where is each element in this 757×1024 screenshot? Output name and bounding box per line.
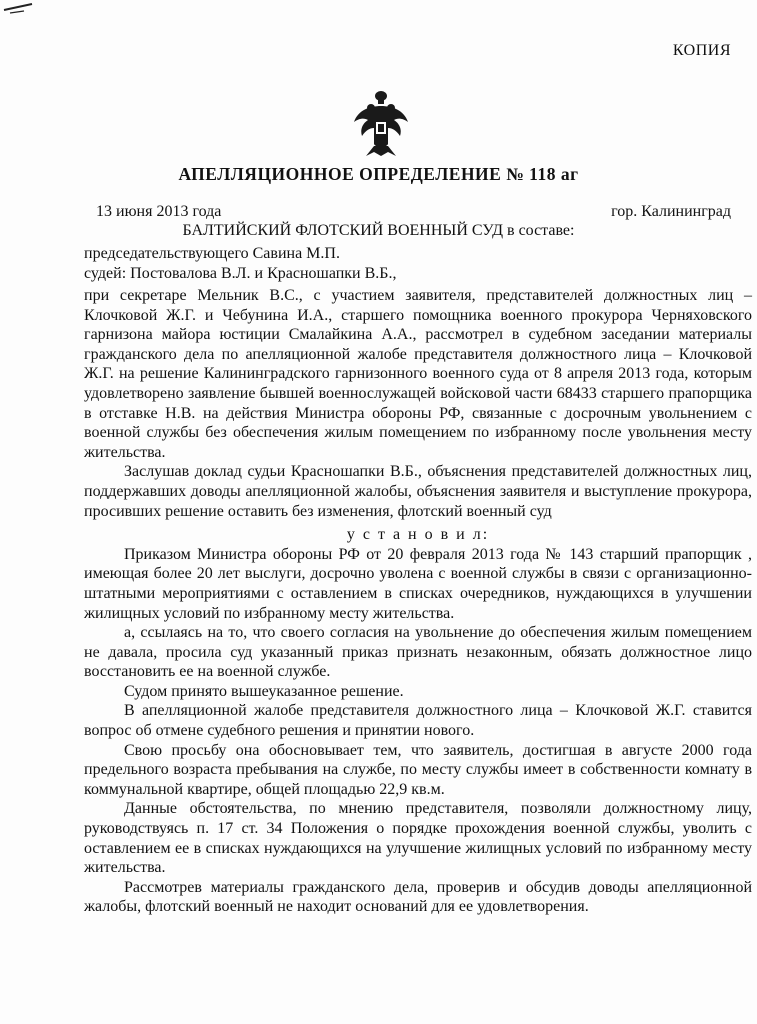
copy-stamp-label: КОПИЯ [672,42,731,59]
paragraph-conclusion: Рассмотрев материалы гражданского дела, проверив и обсудив доводы апелляционной жалобы, флотский военный не находит оснований для ее удовлетворения. [84,878,752,916]
document-title: АПЕЛЛЯЦИОННОЕ ОПРЕДЕЛЕНИЕ № 118 аг [178,164,579,184]
paragraph-decision: Судом принято вышеуказанное решение. [124,682,404,700]
paragraph-appeal: В апелляционной жалобе представителя должностного лица – Клочковой Ж.Г. ставится вопрос об отмене судебного решения и принятии нового. [84,702,752,740]
judges-line: судей: Постовалова В.Л. и Красношапки В.Б., [84,265,397,282]
court-composition-heading: БАЛТИЙСКИЙ ФЛОТСКИЙ ВОЕННЫЙ СУД в составе: [182,222,575,239]
paragraph-representative-opinion: Данные обстоятельства, по мнению представителя, позволяли должностному лицу, руководствуясь п. 17 ст. 34 Положения о порядке прохождения военной службы, уволить с оставлением ее в списках нуждающихся на улучшение жилищных условий по избранному месту жительства. [84,800,752,877]
double-headed-eagle-emblem [352,88,410,158]
established-heading: у с т а н о в и л: [346,526,490,544]
document-body [84,286,752,917]
paragraph-grounds: Свою просьбу она обосновывает тем, что заявитель, достигшая в августе 2000 года предельного возраста пребывания на службе, по месту службы имеет в собственности комнату в коммунальной квартире, общей площадью 22,9 кв.м. [84,741,752,798]
document-city: гор. Калининград [611,203,731,220]
document-date: 13 июня 2013 года [96,203,222,220]
paragraph-claim: а, ссылаясь на то, что своего согласия на увольнение до обеспечения жилым помещением не давала, просила суд указанный приказ признать незаконным, обязать должностное лицо восстановить ее на военной службе. [84,624,752,681]
presiding-judge-line: председательствующего Савина М.П. [84,245,340,262]
pen-mark [2,0,38,18]
paragraph-participants: при секретаре Мельник В.С., с участием заявителя, представителей должностных лиц – Клочковой Ж.Г. и Чебунина И.А., старшего помощника военного прокурора Черняховского гарнизона майора юстиции Смалайкина А.А., рассмотрел в судебном заседании материалы гражданского дела по апелляционной жалобе представителя должностного лица – Клочковой Ж.Г. на решение Калининградского гарнизонного военного суда от 8 апреля 2013 года, которым удовлетворено заявление бывшей военнослужащей войсковой части 68433 старшего прапорщика в отставке Н.В. на действия Министра обороны РФ, связанные с досрочным увольнением с военной службы без обеспечения жилым помещением по избранному после увольнения месту жительства. [84,287,752,461]
paragraph-order: Приказом Министра обороны РФ от 20 февраля 2013 года № 143 старший прапорщик , имеющая более 20 лет выслуги, досрочно уволена с военной службы в связи с организационно-штатными мероприятиями с оставлением в списках очередников, нуждающихся в улучшении жилищных условий по избранному месту жительства. [84,545,752,622]
paragraph-hearing: Заслушав доклад судьи Красношапки В.Б., объяснения представителей должностных лиц, поддержавших доводы апелляционной жалобы, объяснения заявителя и выступление прокурора, просивших решение оставить без изменения, флотский военный суд [84,463,752,520]
